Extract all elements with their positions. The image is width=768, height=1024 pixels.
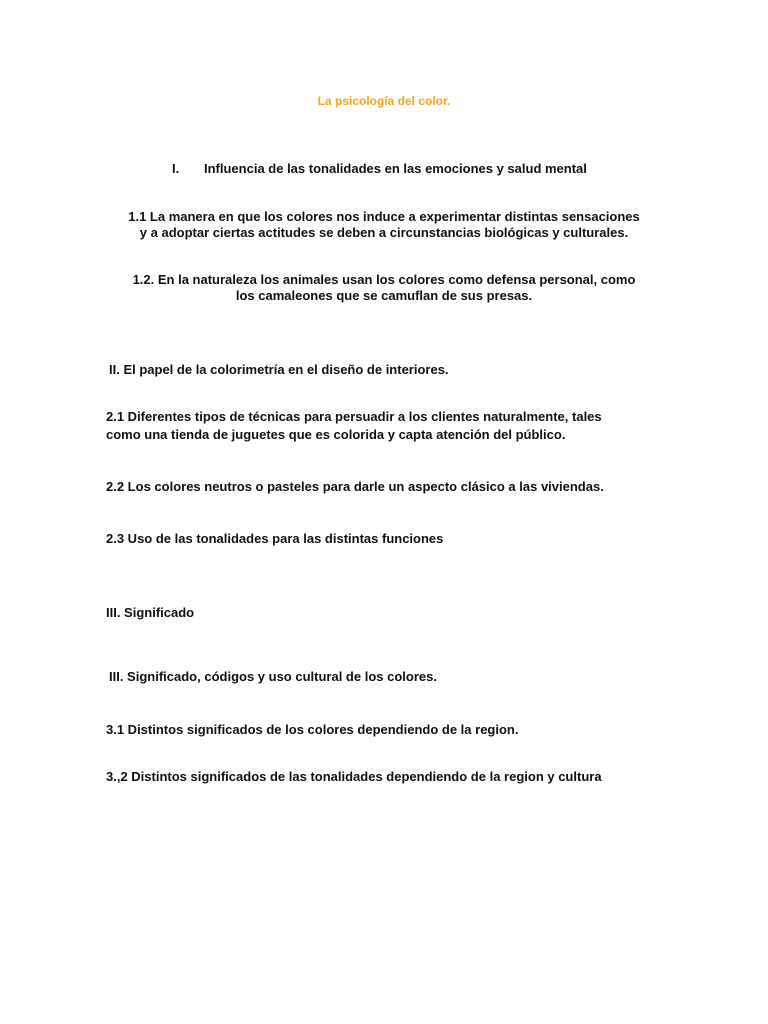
section-1-number: I. (172, 161, 180, 176)
item-1-2-line-1: 1.2. En la naturaleza los animales usan los colores como defensa personal, como (132, 272, 636, 287)
section-1-heading (172, 160, 587, 177)
item-2-1-line-1: 2.1 Diferentes tipos de técnicas para persuadir a los clientes naturalmente, tales (106, 409, 602, 424)
item-2-1-line-2: como una tienda de juguetes que es colorida y capta atención del público. (106, 427, 566, 442)
item-1-1-line-2: y a adoptar ciertas actitudes se deben a circunstancias biológicas y culturales. (139, 225, 629, 240)
item-2-3: 2.3 Uso de las tonalidades para las distintas funciones (106, 531, 444, 546)
document-title: La psicología del color. (317, 94, 451, 108)
section-2-heading: II. El papel de la colorimetría en el diseño de interiores. (109, 362, 449, 377)
item-3-1: 3.1 Distintos significados de los colores dependiendo de la region. (106, 722, 519, 737)
item-1-2-line-2: los camaleones que se camuflan de sus presas. (235, 288, 533, 303)
item-2-2: 2.2 Los colores neutros o pasteles para darle un aspecto clásico a las viviendas. (106, 479, 604, 494)
section-3-heading: III. Significado, códigos y uso cultural de los colores. (109, 669, 437, 684)
item-1-1-line-1: 1.1 La manera en que los colores nos induce a experimentar distintas sensaciones (128, 209, 640, 224)
section-3-short-heading: III. Significado (106, 605, 195, 620)
item-3-2: 3.,2 Distintos significados de las tonalidades dependiendo de la region y cultura (106, 769, 602, 784)
section-1-heading-text: Influencia de las tonalidades en las emociones y salud mental (204, 161, 587, 176)
